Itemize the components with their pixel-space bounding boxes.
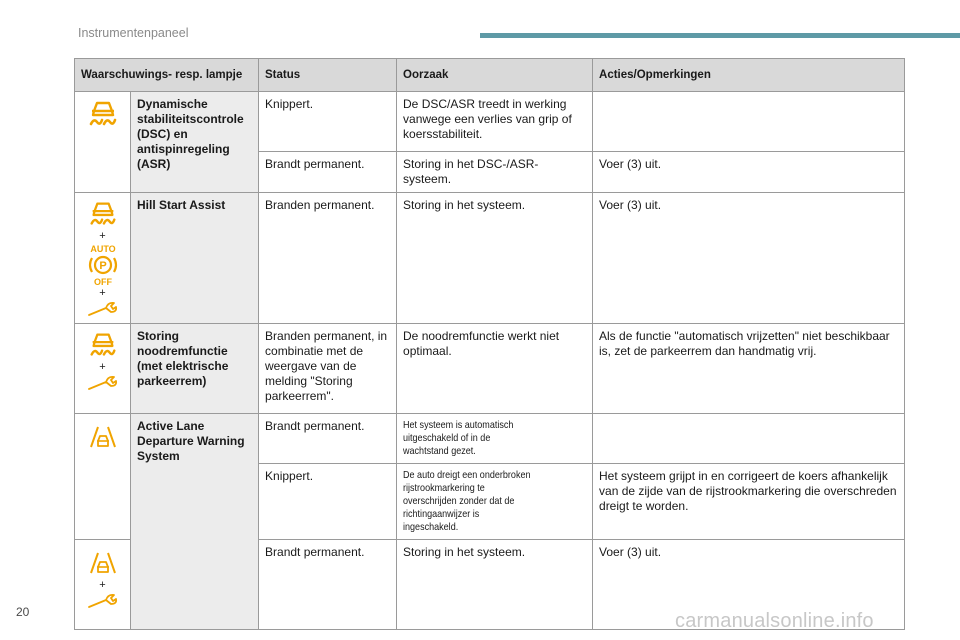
p-label: P (98, 260, 107, 272)
emergency-brake-lamp-cell (75, 324, 131, 414)
auto-label: AUTO (89, 244, 116, 254)
plus-sign: + (99, 287, 106, 299)
hill-start-lamp-name: Hill Start Assist (131, 193, 259, 324)
hill-start-action: Voer (3) uit. (593, 193, 905, 324)
column-header-lamp: Waarschuwings- resp. lampje (75, 59, 259, 92)
hill-start-status: Branden permanent. (259, 193, 397, 324)
page-section-title: Instrumentenpaneel (78, 26, 189, 40)
lane-cause-permanent (397, 414, 593, 464)
auto-parking-brake-off-icon (86, 243, 120, 287)
column-header-cause: Oorzaak (397, 59, 593, 92)
dsc-cause-blinking: De DSC/ASR treedt in werking vanwege een verlies van grip of koersstabiliteit. (397, 92, 593, 152)
emergency-brake-action: Als de functie "automatisch vrijzetten" niet beschikbaar is, zet de parkeerrem dan handmatig vrij. (593, 324, 905, 414)
dsc-cause-permanent: Storing in het DSC-/ASR-systeem. (397, 152, 593, 193)
wrench-icon (86, 300, 120, 318)
lane-status-fault: Brandt permanent. (259, 540, 397, 630)
dsc-asr-warning-icon (86, 329, 120, 361)
lane-cause-blinking (397, 464, 593, 540)
hill-start-cause: Storing in het systeem. (397, 193, 593, 324)
lane-departure-warning-icon (86, 545, 120, 579)
header-accent-bar (480, 33, 960, 38)
table-row (75, 324, 905, 414)
table-row (75, 92, 905, 152)
dsc-action-blinking (593, 92, 905, 152)
emergency-brake-lamp-name: Storing noodremfunctie (met elektrische parkeerrem) (131, 324, 259, 414)
table-row (75, 414, 905, 464)
column-header-actions: Acties/Opmerkingen (593, 59, 905, 92)
wrench-icon (86, 592, 120, 610)
emergency-brake-cause: De noodremfunctie werkt niet optimaal. (397, 324, 593, 414)
lane-action-permanent (593, 414, 905, 464)
lane-cause-blinking-text: De auto dreigt een onderbroken rijstrookmarkering te overschrijden zonder dat de richtingaanwijzer is ingeschakeld. (403, 469, 531, 533)
page-number: 20 (16, 605, 30, 619)
lane-warning-lamp-name: Active Lane Departure Warning System (131, 414, 259, 630)
lane-warning-lamp-cell (75, 414, 131, 540)
plus-sign: + (99, 361, 106, 373)
hill-start-lamp-cell (75, 193, 131, 324)
column-header-status: Status (259, 59, 397, 92)
wrench-icon (86, 374, 120, 392)
table-row (75, 193, 905, 324)
lane-cause-fault: Storing in het systeem. (397, 540, 593, 630)
lane-status-blinking: Knippert. (259, 464, 397, 540)
lane-departure-warning-icon (86, 419, 120, 453)
dsc-lamp-name: Dynamische stabiliteitscontrole (DSC) en antispinregeling (ASR) (131, 92, 259, 193)
emergency-brake-status: Branden permanent, in combinatie met de weergave van de melding "Storing parkeerrem". (259, 324, 397, 414)
table-header-row (75, 59, 905, 92)
lane-action-fault: Voer (3) uit. (593, 540, 905, 630)
warning-lamps-table (74, 58, 905, 630)
dsc-action-permanent: Voer (3) uit. (593, 152, 905, 193)
lane-fault-lamp-cell (75, 540, 131, 630)
dsc-status-blinking: Knippert. (259, 92, 397, 152)
plus-sign: + (99, 230, 106, 242)
lane-cause-permanent-text: Het systeem is automatisch uitgeschakeld of in de wachtstand gezet. (403, 419, 514, 457)
dsc-status-permanent: Brandt permanent. (259, 152, 397, 193)
dsc-lamp-cell (75, 92, 131, 193)
dsc-asr-warning-icon (86, 97, 120, 131)
watermark: carmanualsonline.info (675, 610, 874, 632)
plus-sign: + (99, 579, 106, 591)
off-label: OFF (93, 277, 112, 287)
lane-action-blinking: Het systeem grijpt in en corrigeert de koers afhankelijk van de zijde van de rijstrookmarkering die overschreden dreigt te worden. (593, 464, 905, 540)
dsc-asr-warning-icon (86, 198, 120, 230)
lane-status-permanent: Brandt permanent. (259, 414, 397, 464)
